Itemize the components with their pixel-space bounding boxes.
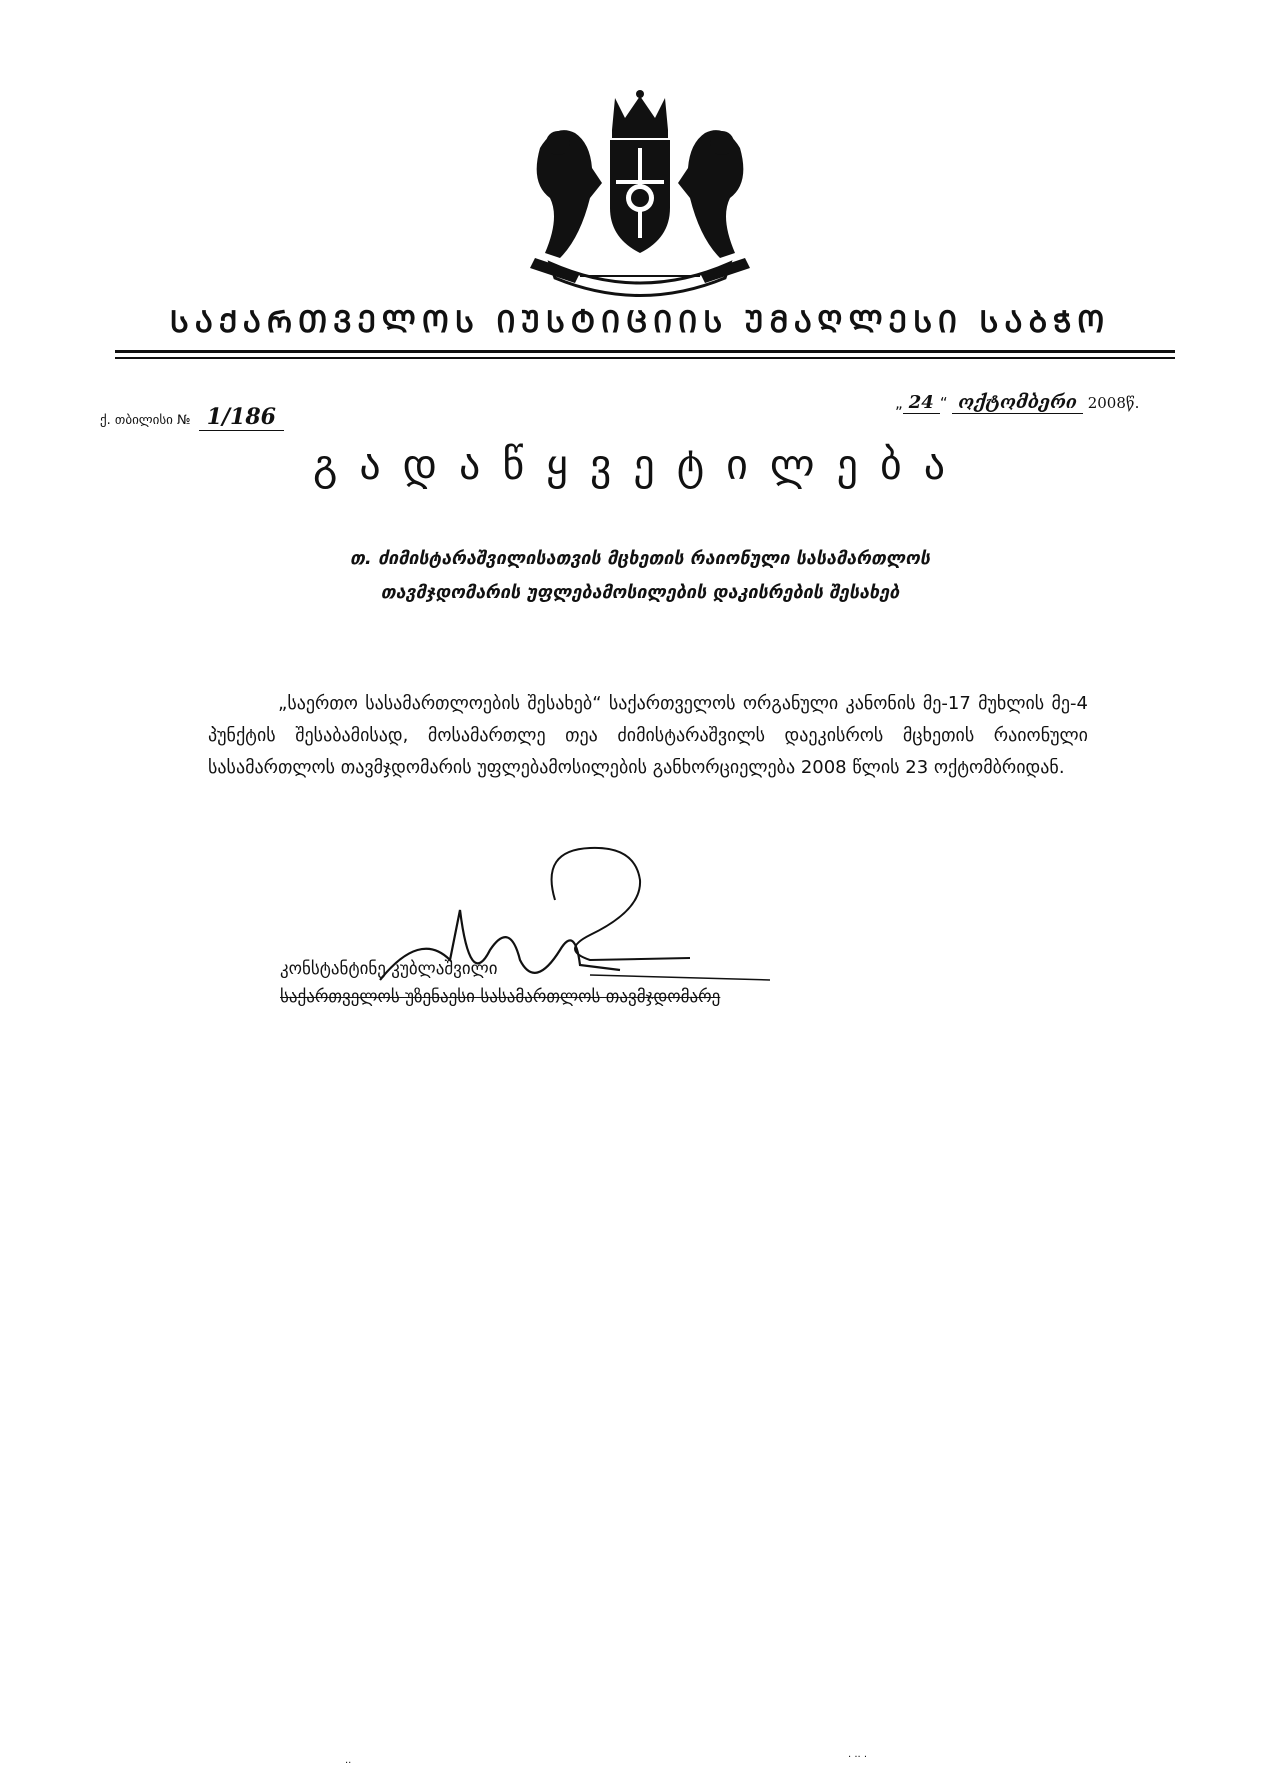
subject-line-2: თავმჯდომარის უფლებამოსილების დაკისრების შესახებ — [380, 582, 900, 603]
date-day: 24 — [903, 392, 940, 414]
header-rule-thin — [115, 357, 1175, 359]
scan-mark-dots: · ·· · — [848, 1752, 868, 1763]
document-title: გადაწყვეტილება — [312, 440, 968, 489]
date-month: ოქტომბერი — [952, 392, 1083, 414]
georgia-coat-of-arms-icon — [520, 88, 760, 298]
subject-line-1: თ. ძიმისტარაშვილისათვის მცხეთის რაიონული სასამართლოს — [349, 548, 931, 569]
document-body: „საერთო სასამართლოების შესახებ“ საქართველოს ორგანული კანონის მე-17 მუხლის მე-4 პუნქტის შესაბამისად, მოსამართლე თეა ძიმისტარაშვილს დაეკისროს მცხეთის რაიონული სასამართლოს თავმჯდომარის უფლებამოსილების განხორციელება 2008 წლის 23 ოქტომბრიდან. — [208, 693, 1088, 778]
document-number: 1/186 — [199, 404, 284, 431]
document-subject — [240, 542, 1040, 610]
document-number-line — [100, 404, 284, 430]
scan-mark-dots: ·· — [345, 1758, 352, 1769]
header-rule-thick — [115, 350, 1175, 353]
document-date-line: „ 24 “ ოქტომბერი 2008წ. — [895, 392, 1140, 413]
signer-position: საქართველოს უზენაესი სასამართლოს თავმჯდომარე — [280, 987, 721, 1007]
signer-name: კონსტანტინე კუბლაშვილი — [280, 959, 498, 979]
signer-block — [280, 955, 720, 1011]
organization-title: ᲡᲐᲥᲐᲠᲗᲕᲔᲚᲝᲡ ᲘᲣᲡᲢᲘᲪᲘᲘᲡ ᲣᲛᲐᲦᲚᲔᲡᲘ ᲡᲐᲑᲭᲝ — [169, 305, 1111, 340]
number-prefix: ქ. თბილისი № — [100, 413, 191, 428]
date-year: 2008წ. — [1087, 394, 1140, 412]
